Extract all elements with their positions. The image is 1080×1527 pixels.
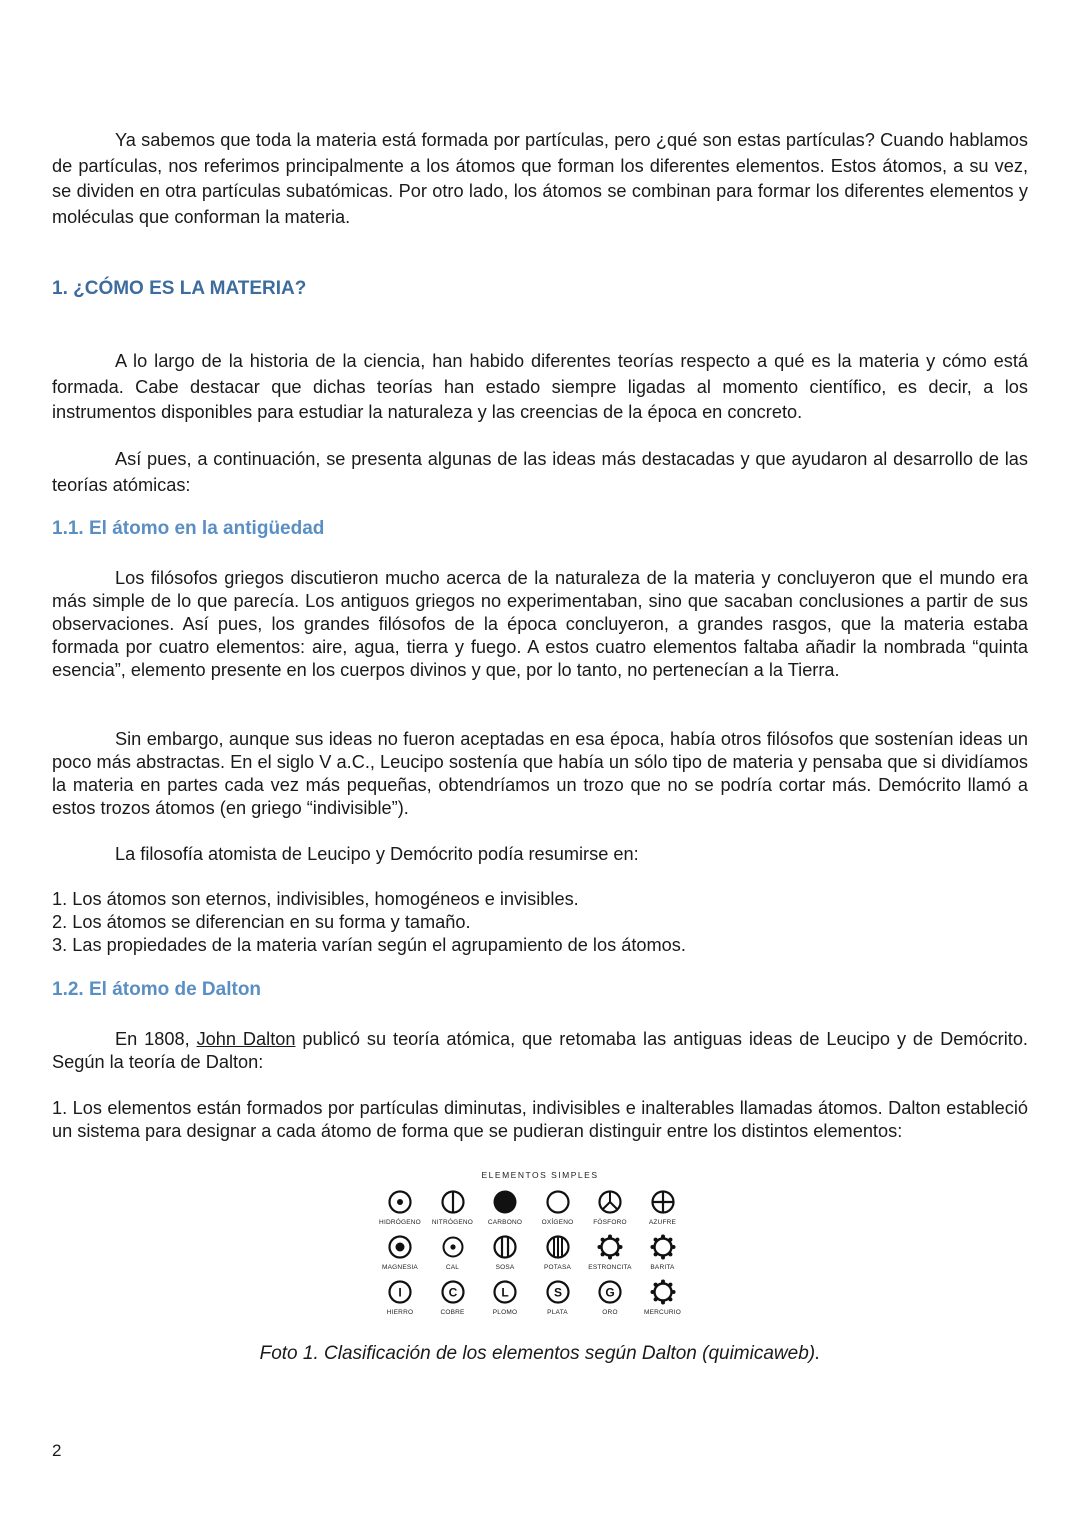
atomist-list — [52, 888, 1028, 957]
element-label: MAGNESIA — [382, 1264, 418, 1271]
element-symbol-cell — [372, 1233, 428, 1273]
dalton-elements-figure — [380, 1168, 700, 1318]
svg-text:L: L — [501, 1285, 509, 1300]
element-symbol-cell — [477, 1188, 533, 1228]
section-1-heading: 1. ¿CÓMO ES LA MATERIA? — [52, 278, 307, 299]
element-label: PLATA — [547, 1309, 568, 1316]
S-element-icon — [544, 1278, 572, 1306]
gear-element-icon — [649, 1278, 677, 1306]
element-symbol-cell — [477, 1278, 533, 1318]
twolines-element-icon — [491, 1233, 519, 1261]
gear-element-icon — [596, 1233, 624, 1261]
G-element-icon — [596, 1278, 624, 1306]
dot-element-icon — [386, 1188, 414, 1216]
element-symbol-cell — [582, 1188, 638, 1228]
section-1-2-paragraph-1 — [52, 1028, 1028, 1074]
page-number: 2 — [52, 1441, 62, 1460]
section-1-1-paragraph-1: Los filósofos griegos discutieron mucho acerca de la naturaleza de la materia y concluyeron que el mundo era más simple de lo que parecía. Los antiguos griegos no experimentaban, sino que sacaban conclusiones a partir de sus observaciones. Así pues, los grandes filósofos de la época concluyeron, a grandes rasgos, que la materia estaba formada por cuatro elementos: aire, agua, tierra y fuego. A estos cuatro elementos faltaba añadir la nombrada “quinta esencia”, elemento presente en los cuerpos divinos y que, por lo tanto, no pertenecían a la Tierra. — [52, 568, 1028, 680]
list-item: 3. Las propiedades de la materia varían según el agrupamiento de los átomos. — [52, 935, 686, 955]
element-symbol-cell — [530, 1233, 586, 1273]
gear-element-icon — [649, 1233, 677, 1261]
cross-element-icon — [649, 1188, 677, 1216]
element-label: OXÍGENO — [541, 1219, 574, 1226]
section-1-2-paragraph-2: 1. Los elementos están formados por partículas diminutas, indivisibles e inalterables llamadas átomos. Dalton estableció un sistema para designar a cada átomo de forma que se pudieran distinguir entre los distintos elementos: — [52, 1098, 1028, 1141]
filled-element-icon — [491, 1188, 519, 1216]
element-label: POTASA — [543, 1264, 572, 1271]
svg-text:S: S — [553, 1285, 562, 1300]
text-span: En 1808, — [115, 1029, 197, 1049]
element-label: FÓSFORO — [593, 1219, 627, 1226]
element-symbol-cell — [425, 1188, 481, 1228]
list-item: 2. Los átomos se diferencian en su forma y tamaño. — [52, 912, 471, 932]
section-1-paragraph-2: Así pues, a continuación, se presenta algunas de las ideas más destacadas y que ayudaron al desarrollo de las teorías atómicas: — [52, 449, 1028, 495]
element-label: NITRÓGENO — [431, 1219, 474, 1226]
peace-element-icon — [596, 1188, 624, 1216]
smalldot-element-icon — [439, 1233, 467, 1261]
element-label: MERCURIO — [644, 1309, 681, 1316]
element-symbol-cell — [372, 1188, 428, 1228]
intro-paragraph: Ya sabemos que toda la materia está formada por partículas, pero ¿qué son estas partículas? Cuando hablamos de partículas, nos referimos principalmente a los átomos que forman los diferentes elementos. Estos átomos, a su vez, se dividen en otra partículas subatómicas. Por otro lado, los átomos se combinan para formar los diferentes elementos y moléculas que conforman la materia. — [52, 130, 1028, 227]
svg-text:G: G — [605, 1285, 615, 1300]
element-label: HIDRÓGENO — [379, 1219, 421, 1226]
text-span: publicó su teoría atómica, que retomaba las antiguas ideas de Leucipo y de Demócrito. Según la teoría de Dalton: — [52, 1029, 1028, 1072]
element-symbol-cell — [425, 1278, 481, 1318]
element-symbol-cell — [530, 1188, 586, 1228]
element-symbol-cell — [530, 1278, 586, 1318]
svg-text:I: I — [398, 1285, 402, 1300]
section-1-1-heading: 1.1. El átomo en la antigüedad — [52, 518, 325, 539]
L-element-icon — [491, 1278, 519, 1306]
element-symbol-cell — [425, 1233, 481, 1273]
john-dalton-link[interactable]: John Dalton — [196, 1029, 296, 1049]
element-symbol-cell — [582, 1278, 638, 1318]
element-label: BARITA — [650, 1264, 675, 1271]
I-element-icon — [386, 1278, 414, 1306]
element-label: PLOMO — [492, 1309, 518, 1316]
figure-title: ELEMENTOS SIMPLES — [481, 1170, 599, 1180]
element-label: ORO — [602, 1309, 618, 1316]
element-label: ESTRONCITA — [588, 1264, 632, 1271]
figure-caption: Foto 1. Clasificación de los elementos según Dalton (quimicaweb). — [259, 1343, 821, 1364]
element-symbol-cell — [635, 1188, 691, 1228]
element-label: CAL — [445, 1264, 460, 1271]
vline-element-icon — [439, 1188, 467, 1216]
element-label: SOSA — [495, 1264, 515, 1271]
element-label: CARBONO — [487, 1219, 523, 1226]
element-label: HIERRO — [386, 1309, 414, 1316]
section-1-1-paragraph-2: Sin embargo, aunque sus ideas no fueron aceptadas en esa época, había otros filósofos que sostenían ideas un poco más abstractas. En el siglo V a.C., Leucipo sostenía que había un sólo tipo de materia y pensaba que si dividíamos la materia en partes cada vez más pequeñas, obtendríamos un trozo que no se podría cortar más. Demócrito llamó a estos trozos átomos (en griego “indivisible”). — [52, 729, 1028, 818]
list-item: 1. Los átomos son eternos, indivisibles, homogéneos e invisibles. — [52, 889, 579, 909]
section-1-paragraph-1: A lo largo de la historia de la ciencia, han habido diferentes teorías respecto a qué es la materia y cómo está formada. Cabe destacar que dichas teorías han estado siempre ligadas al momento científico, es decir, a los instrumentos disponibles para estudiar la naturaleza y las creencias de la época en concreto. — [52, 351, 1028, 422]
element-symbol-cell — [477, 1233, 533, 1273]
element-symbol-cell — [372, 1278, 428, 1318]
element-label: AZUFRE — [648, 1219, 677, 1226]
section-1-1-paragraph-3: La filosofía atomista de Leucipo y Demócrito podía resumirse en: — [115, 844, 639, 864]
element-label: COBRE — [440, 1309, 465, 1316]
section-1-2-heading: 1.2. El átomo de Dalton — [52, 979, 262, 1000]
C-element-icon — [439, 1278, 467, 1306]
element-symbol-cell — [635, 1233, 691, 1273]
threelines-element-icon — [544, 1233, 572, 1261]
element-symbol-cell — [635, 1278, 691, 1318]
element-symbol-cell — [582, 1233, 638, 1273]
empty-element-icon — [544, 1188, 572, 1216]
bigdot-element-icon — [386, 1233, 414, 1261]
svg-text:C: C — [448, 1285, 457, 1300]
